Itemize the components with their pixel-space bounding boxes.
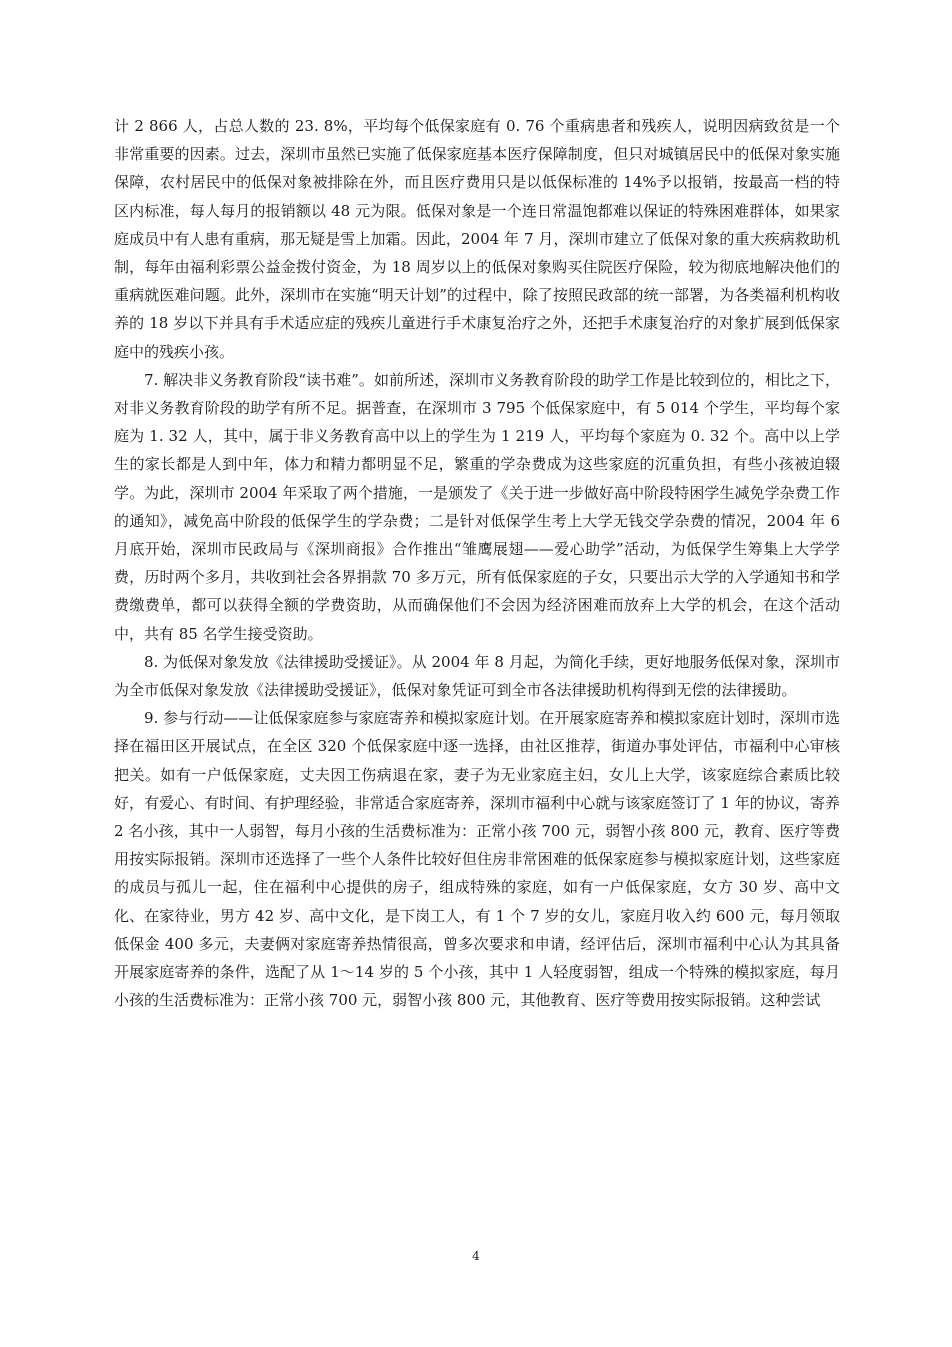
paragraph-3: 8. 为低保对象发放《法律援助受援证》。从 2004 年 8 月起，为简化手续，更好地服务低保对象，深圳市为全市低保对象发放《法律援助受援证》，低保对象凭证可到全市各法律援助机构得到无偿的法律援助。 bbox=[114, 652, 840, 700]
paragraph-1: 计 2 866 人，占总人数的 23. 8%，平均每个低保家庭有 0. 76 个重病患者和残疾人，说明因病致贫是一个非常重要的因素。过去，深圳市虽然已实施了低保家庭基本医疗保障制度，但只对城镇居民中的低保对象实施保障，农村居民中的低保对象被排除在外，而且医疗费用只是以低保标准的 14%予以报销，按最高一档的特区内标准，每人每月的报销额以 48 元为限。低保对象是一个连日常温饱都难以保证的特殊困难群体，如果家庭成员中有人患有重病，那无疑是雪上加霜。因此，2004 年 7 月，深圳市建立了低保对象的重大疾病救助机制，每年由福利彩票公益金拨付资金，为 18 周岁以上的低保对象购买住院医疗保险，较为彻底地解决他们的重病就医难问题。此外，深圳市在实施“明天计划”的过程中，除了按照民政部的统一部署，为各类福利机构收养的 18 岁以下并具有手术适应症的残疾儿童进行手术康复治疗之外，还把手术康复治疗的对象扩展到低保家庭中的残疾小孩。 bbox=[114, 117, 840, 361]
paragraph-4: 9. 参与行动——让低保家庭参与家庭寄养和模拟家庭计划。在开展家庭寄养和模拟家庭计划时，深圳市选择在福田区开展试点，在全区 320 个低保家庭中逐一选择，由社区推荐，街道办事处评估，市福利中心审核把关。如有一户低保家庭，丈夫因工伤病退在家，妻子为无业家庭主妇，女儿上大学，该家庭综合素质比较好，有爱心、有时间、有护理经验，非常适合家庭寄养，深圳市福利中心就与该家庭签订了 1 年的协议，寄养 2 名小孩，其中一人弱智，每月小孩的生活费标准为：正常小孩 700 元，弱智小孩 800 元，教育、医疗等费用按实际报销。深圳市还选择了一些个人条件比较好但住房非常困难的低保家庭参与模拟家庭计划，这些家庭的成员与孤儿一起，住在福利中心提供的房子，组成特殊的家庭，如有一户低保家庭，女方 30 岁、高中文化、在家待业，男方 42 岁、高中文化，是下岗工人，有 1 个 7 岁的女儿，家庭月收入约 600 元，每月领取低保金 400 多元，夫妻俩对家庭寄养热情很高，曾多次要求和申请，经评估后，深圳市福利中心认为其具备开展家庭寄养的条件，选配了从 1～14 岁的 5 个小孩，其中 1 人轻度弱智，组成一个特殊的模拟家庭，每月小孩的生活费标准为：正常小孩 700 元，弱智小孩 800 元，其他教育、医疗等费用按实际报销。这种尝试 bbox=[114, 709, 840, 1010]
page-number: 4 bbox=[472, 1249, 480, 1263]
body-text bbox=[114, 112, 840, 1015]
paragraph-2: 7. 解决非义务教育阶段“读书难”。如前所述，深圳市义务教育阶段的助学工作是比较到位的，相比之下，对非义务教育阶段的助学有所不足。据普查，在深圳市 3 795 个低保家庭中，有 5 014 个学生，平均每个家庭为 1. 32 人，其中，属于非义务教育高中以上的学生为 1 219 人，平均每个家庭为 0. 32 个。高中以上学生的家长都是人到中年，体力和精力都明显不足，繁重的学杂费成为这些家庭的沉重负担，有些小孩被迫辍学。为此，深圳市 2004 年采取了两个措施，一是颁发了《关于进一步做好高中阶段特困学生减免学杂费工作的通知》，减免高中阶段的低保学生的学杂费；二是针对低保学生考上大学无钱交学杂费的情况，2004 年 6 月底开始，深圳市民政局与《深圳商报》合作推出“雏鹰展翅——爱心助学”活动，为低保学生筹集上大学学费，历时两个多月，共收到社会各界捐款 70 多万元，所有低保家庭的子女，只要出示大学的入学通知书和学费缴费单，都可以获得全额的学费资助，从而确保他们不会因为经济困难而放弃上大学的机会，在这个活动中，共有 85 名学生接受资助。 bbox=[114, 370, 840, 643]
